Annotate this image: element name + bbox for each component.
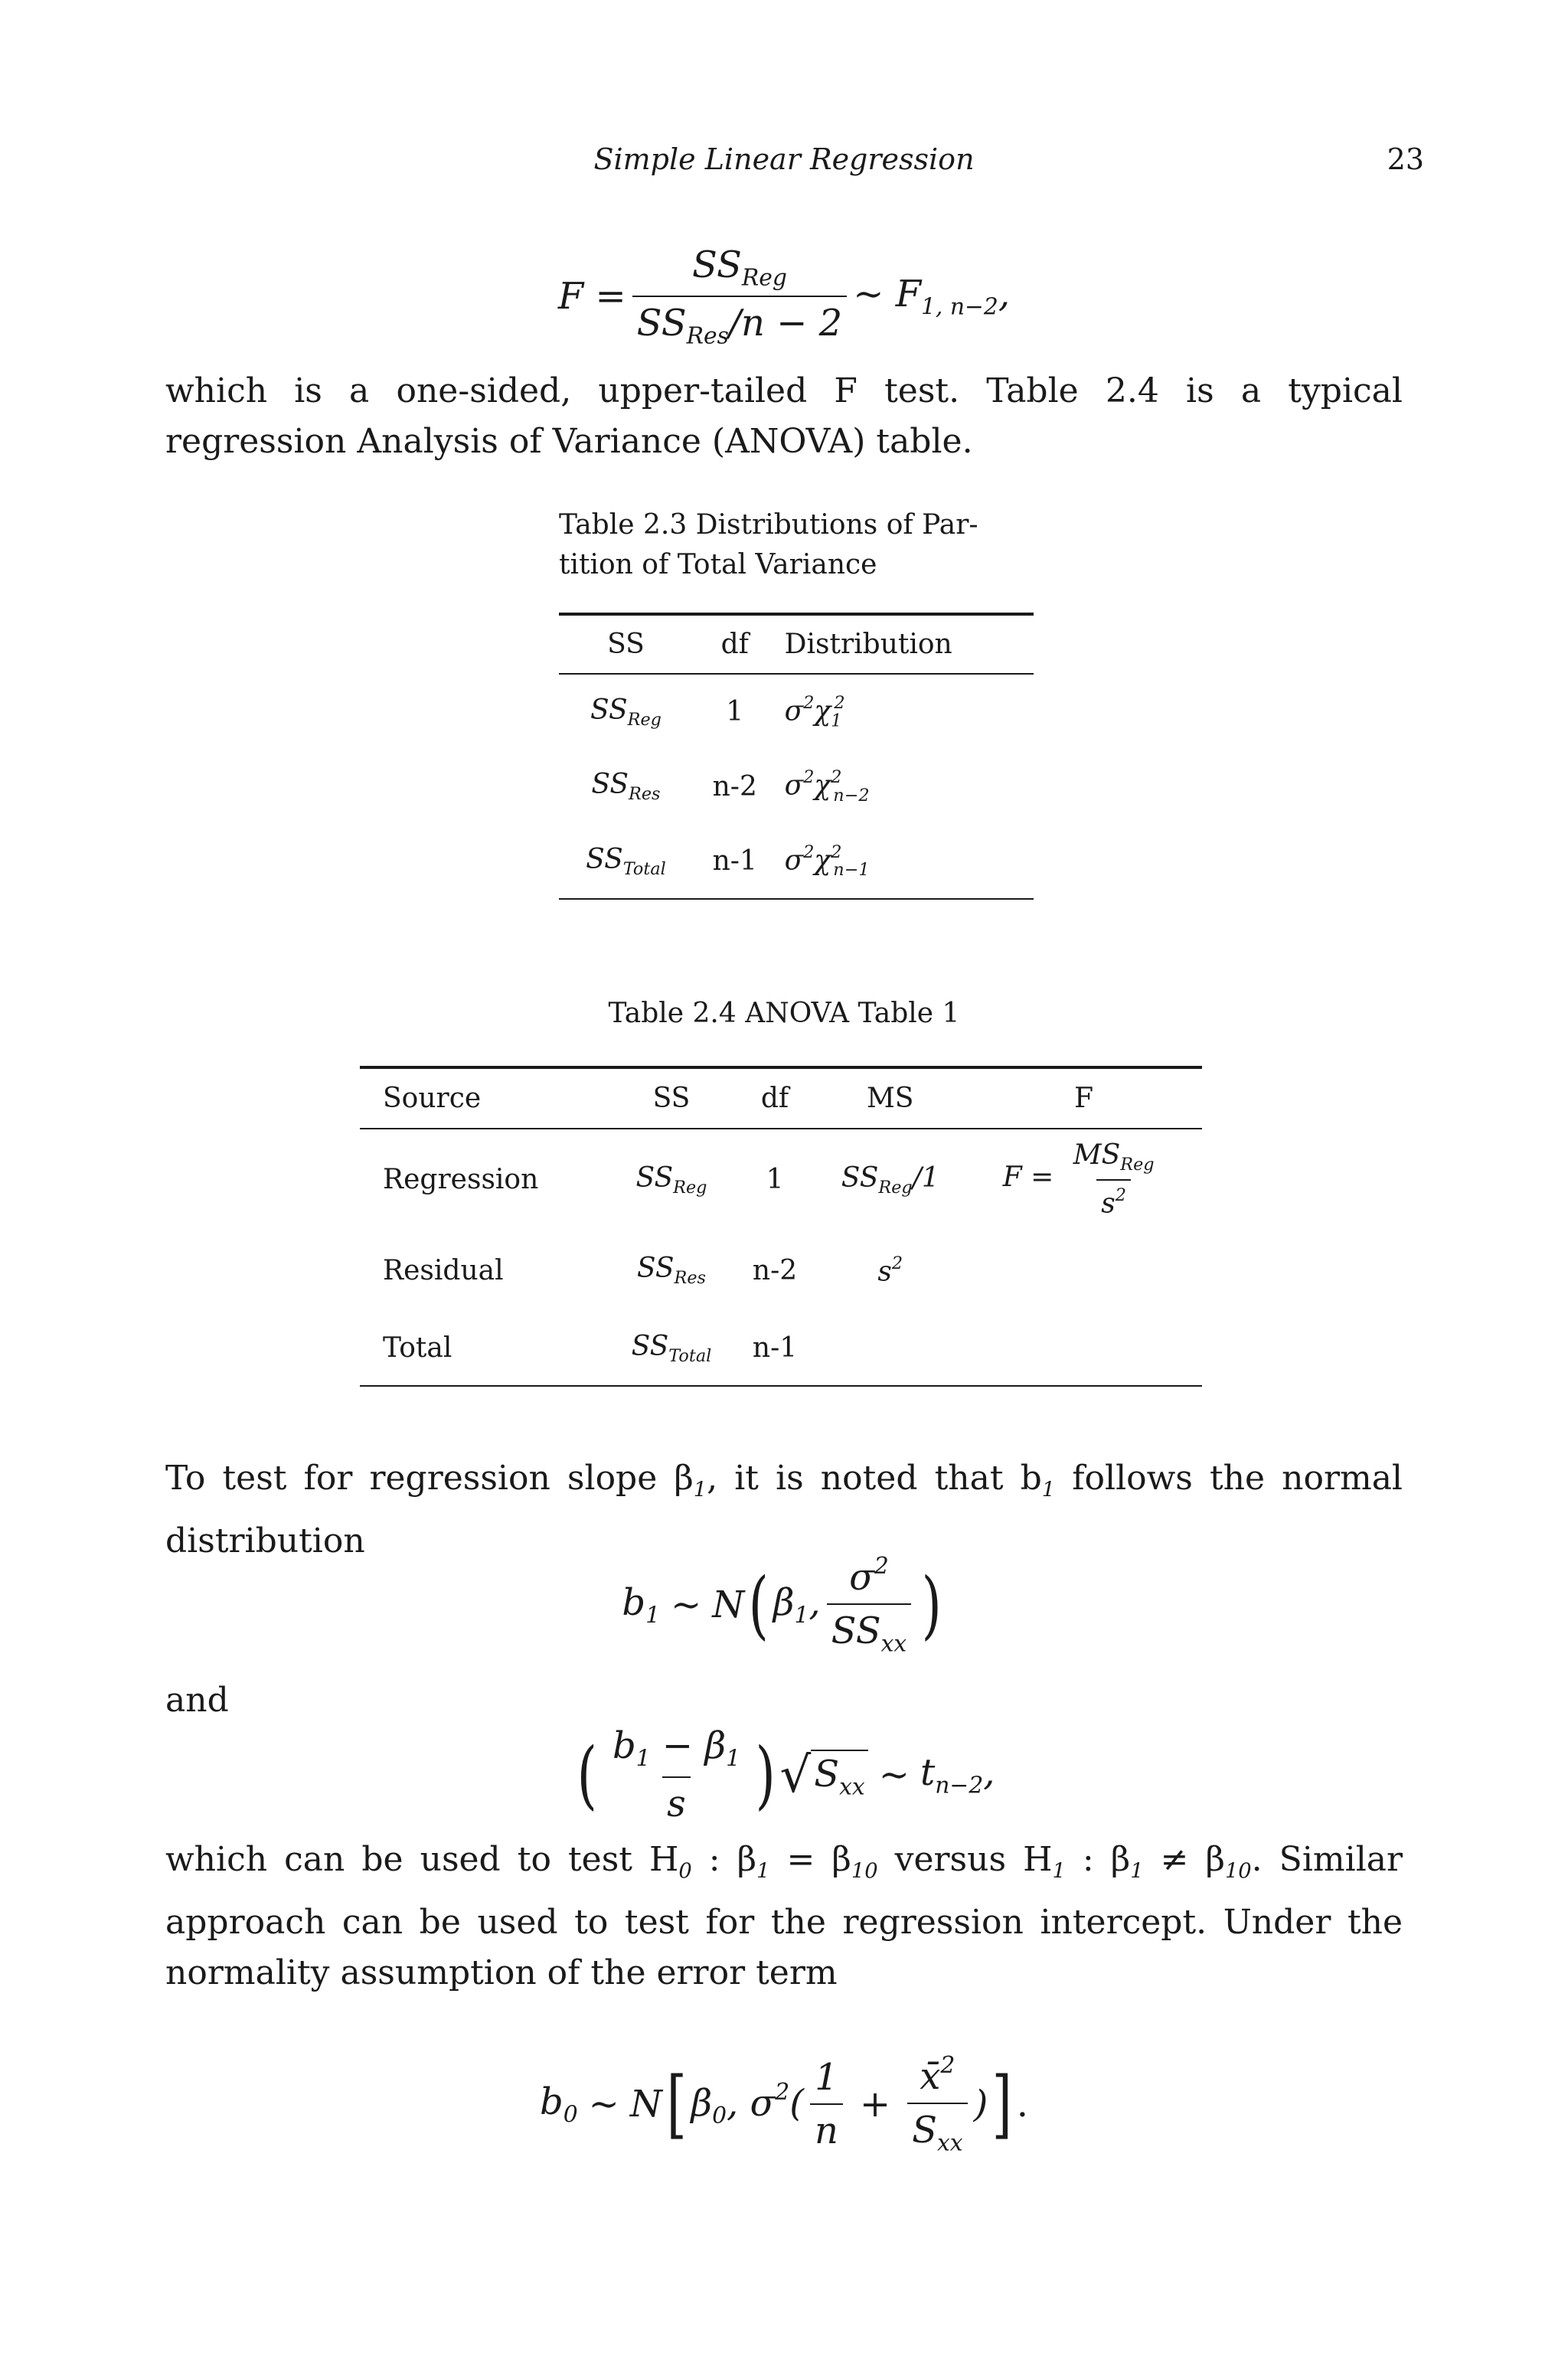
- equation-b1-distribution: $b_1$ ∼ N ( $\beta_1$, $\frac{\sigma^2}{SS_{xx}}$ ): [622, 1553, 942, 1658]
- table-2-4-caption: Table 2.4 ANOVA Table 1: [608, 998, 960, 1029]
- equation-t-statistic: ( $\frac{b_1 - \beta_1}{s}$ ) √ $S_{xx}$ ∼ $t_{n-2}$,: [577, 1724, 995, 1826]
- eq-lhs: F =: [557, 275, 626, 319]
- col-header-df: df: [760, 1083, 789, 1114]
- page-number: 23: [1387, 142, 1424, 176]
- col-header-ss: SS: [607, 629, 645, 660]
- col-header-source: Source: [383, 1083, 482, 1114]
- equation-f-statistic: [0, 243, 1568, 350]
- eq-fraction: $\frac{SS_{Reg}}{SS_{Res}/n - 2}$: [632, 243, 848, 350]
- equation-b0-distribution: $b_0$ ∼ N [ $\beta_0$, $\sigma^2$( $\frac{1}{n}$ + $\frac{x̄^2}{S_{xx}}$ ) ] .: [539, 2052, 1029, 2157]
- col-header-ss: SS: [652, 1083, 691, 1114]
- eq-rel: ∼ $F_{1, n-2}$,: [853, 273, 1011, 321]
- table-row: Total $SS_{Total}$ n-1: [360, 1311, 1202, 1386]
- table-row: $SS_{Reg}$ 1 $\sigma^2\chi_1^2$: [590, 692, 845, 731]
- table-row: Residual $SS_{Res}$ n-2 $s^2$: [383, 1253, 903, 1288]
- word-and: and: [165, 1681, 229, 1720]
- col-header-f: F: [1074, 1083, 1094, 1114]
- col-header-ms: MS: [866, 1083, 914, 1114]
- table-2-3: [559, 613, 1034, 900]
- table-2-4: [360, 1066, 1202, 1387]
- paragraph-slope-test: To test for regression slope $\beta_1$, it is noted that $b_1$ follows the normal distribution: [165, 1459, 1403, 1560]
- table-row: $SS_{Res}$ n-2 $\sigma^2\chi^2_{n-2}$: [591, 767, 870, 806]
- table-row: $SS_{Total}$ n-1 $\sigma^2\chi^2_{n-1}$: [559, 824, 1034, 899]
- col-header-distribution: Distribution: [784, 629, 952, 660]
- table-row: Regression $SS_{Reg}$ 1 $SS_{Reg}/1$ F = $\frac{MS_{Reg}}{s^2}$: [383, 1139, 1155, 1220]
- running-title: Simple Linear Regression: [593, 142, 975, 176]
- table-2-3-caption: Table 2.3 Distributions of Par- tition of Total Variance: [559, 509, 978, 580]
- paragraph-hypothesis-test: which can be used to test $H_0$ : $\beta_1 = \beta_{10}$ versus $H_1$ : $\beta_1 \ne \beta_{10}$. Similar approach can be used to test for the regression intercept. Under the normality assumption of the error term: [165, 1840, 1403, 1992]
- col-header-df: df: [720, 629, 749, 660]
- paragraph-anova-intro: which is a one-sided, upper-tailed F test. Table 2.4 is a typical regression Analysis of Variance (ANOVA) table.: [165, 371, 1403, 461]
